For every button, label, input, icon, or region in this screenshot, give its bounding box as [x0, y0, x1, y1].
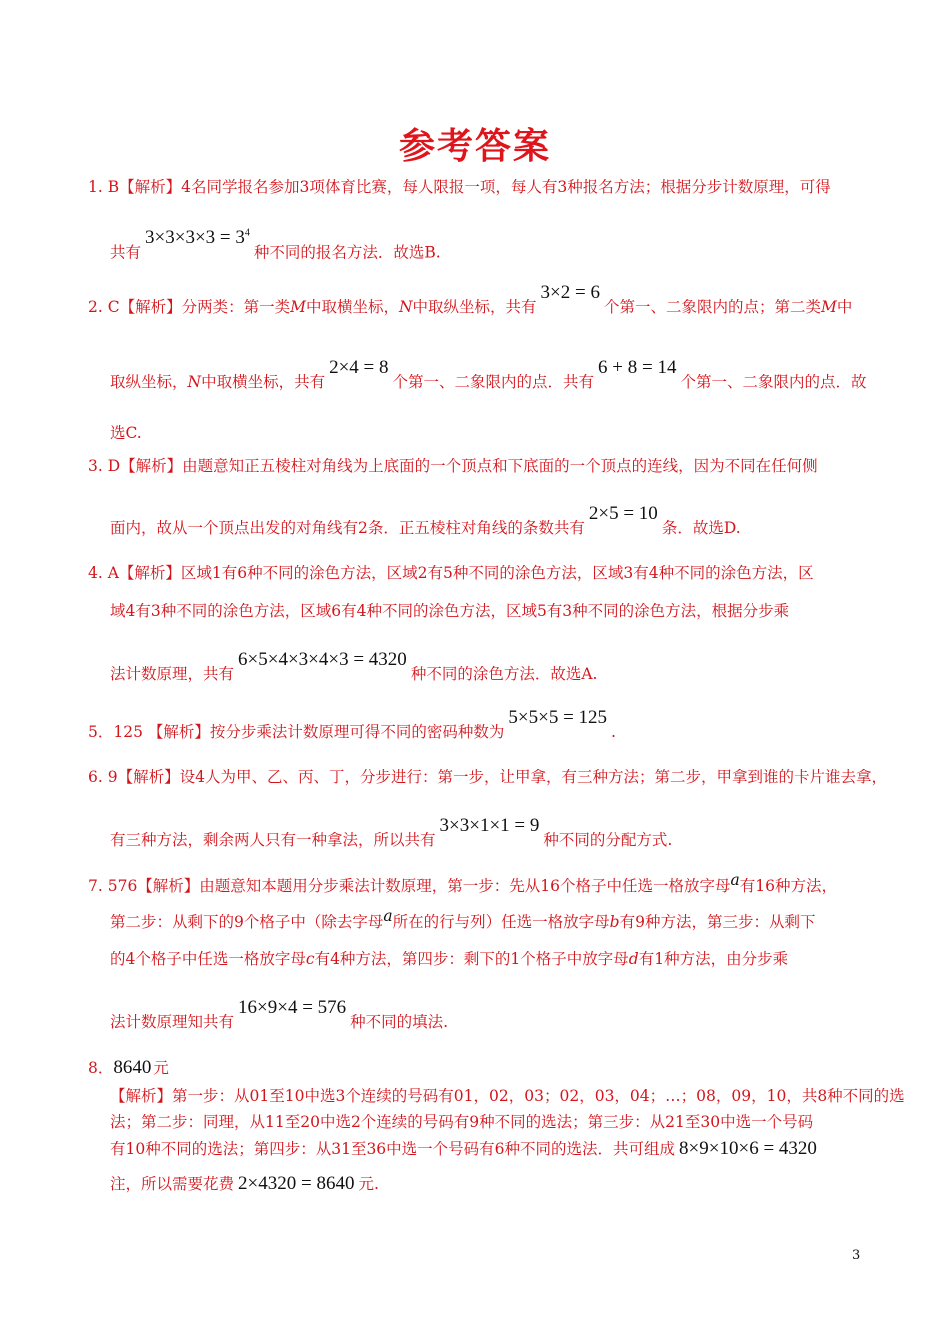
q1-formula: $3\times 3\times 3\times 3 = 3^4$	[145, 227, 250, 249]
q2-line-3: 选C.	[110, 424, 142, 442]
q3-formula: 2×5 = 10	[588, 503, 658, 524]
q7-line-1: 7. 576【解析】由题意知本题用分步乘法计数原理，第一步：先从16个格子中任选一格放字母a有16种方法，	[88, 871, 838, 895]
q7-line-4: 法计数原理知共有16×9×4 = 576种不同的填法.	[110, 997, 449, 1031]
q5-formula: 5×5×5 = 125	[508, 707, 608, 728]
q5-line-1: 5．125 【解析】按分步乘法计数原理可得不同的密码种数为5×5×5 = 125.	[88, 707, 616, 741]
q8-answer: 8．8640 元	[88, 1057, 169, 1078]
q2-line-2: 取纵坐标，N中取横坐标，共有2×4 = 8个第一、二象限内的点．共有6 + 8 = 14个第一、二象限内的点．故	[110, 357, 867, 391]
q8-line-4: 注，所以需要花费 2×4320 = 8640 元.	[110, 1173, 379, 1194]
q6-line-1: 6. 9【解析】设4人为甲、乙、丙、丁，分步进行：第一步，让甲拿，有三种方法；第二步，甲拿到谁的卡片谁去拿，	[88, 768, 887, 786]
q7-line-3: 的4个格子中任选一格放字母c有4种方法，第四步：剩下的1个格子中放字母d有1种方法，由分步乘	[110, 950, 789, 968]
page-title: 参考答案	[398, 126, 551, 167]
q8-formula-2: 2×4320 = 8640	[238, 1173, 355, 1194]
q2-line-1: 2. C【解析】分两类：第一类M中取横坐标，N中取纵坐标，共有3×2 = 6个第一、二象限内的点；第二类M中	[88, 282, 853, 316]
q8-line-1: 【解析】第一步：从01至10中选3个连续的号码有01，02，03；02，03，04；…；08，09，10，共8种不同的选	[110, 1087, 905, 1105]
q8-line-2: 法；第二步：同理，从11至20中选2个连续的号码有9种不同的选法；第三步：从21至30中选一个号码	[110, 1113, 814, 1131]
q3-line-2: 面内，故从一个顶点出发的对角线有2条．正五棱柱对角线的条数共有2×5 = 10条．故选D.	[110, 503, 741, 537]
q1-text-end: 种不同的报名方法．故选B.	[253, 243, 441, 262]
q1-line-1: 1. B【解析】4名同学报名参加3项体育比赛，每人限报一项，每人有3种报名方法；根据分步计数原理，可得	[88, 178, 831, 196]
q4-formula: 6×5×4×3×4×3 = 4320	[238, 649, 407, 670]
q3-line-1: 3. D【解析】由题意知正五棱柱对角线为上底面的一个顶点和下底面的一个顶点的连线，因为不同在任何侧	[88, 457, 818, 475]
q6-line-2: 有三种方法，剩余两人只有一种拿法，所以共有3×3×1×1 = 9种不同的分配方式.	[110, 815, 673, 849]
q2-formula-2: 2×4 = 8	[329, 357, 389, 378]
q7-line-2: 第二步：从剩下的9个格子中（除去字母a所在的行与列）任选一格放字母b有9种方法，第三步：从剩下	[110, 907, 816, 931]
q1-line-2	[110, 227, 441, 262]
q1-text: 共有	[110, 243, 142, 262]
q2-formula-1: 3×2 = 6	[540, 282, 600, 303]
q8-formula-1: 8×9×10×6 = 4320	[679, 1138, 817, 1159]
q4-line-2: 域4有3种不同的涂色方法，区域6有4种不同的涂色方法，区域5有3种不同的涂色方法，根据分步乘	[110, 602, 790, 620]
q2-formula-3: 6 + 8 = 14	[598, 357, 677, 378]
q6-formula: 3×3×1×1 = 9	[439, 815, 540, 836]
q8-line-3: 有10种不同的选法；第四步：从31至36中选一个号码有6种不同的选法．共可组成 8×9×10×6 = 4320	[110, 1138, 817, 1159]
q4-line-1: 4. A【解析】区域1有6种不同的涂色方法，区域2有5种不同的涂色方法，区域3有4种不同的涂色方法，区	[88, 564, 814, 582]
q4-line-3: 法计数原理，共有6×5×4×3×4×3 = 4320种不同的涂色方法．故选A.	[110, 649, 598, 683]
page-number: 3	[852, 1248, 861, 1263]
q7-formula: 16×9×4 = 576	[238, 997, 347, 1018]
